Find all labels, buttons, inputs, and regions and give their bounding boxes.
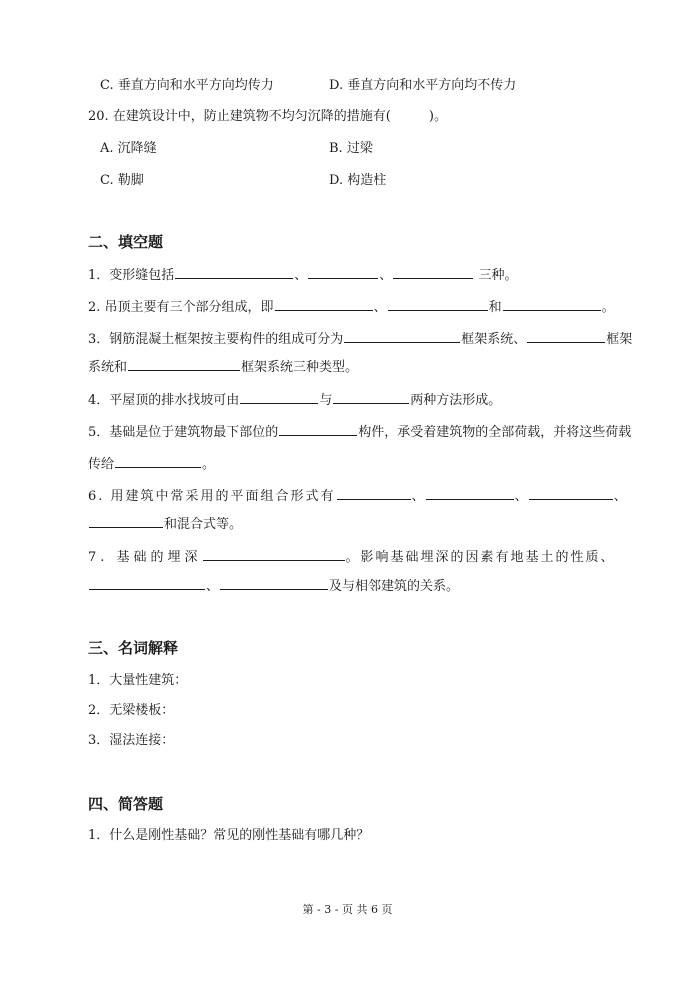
fill-q2-text: 2. 吊顶主要有三个部分组成，即 (88, 300, 274, 315)
fill-q6-line2 (88, 514, 242, 534)
short-answer-item: 1．什么是刚性基础？常见的刚性基础有哪几种？ (88, 828, 370, 843)
blank (115, 454, 201, 468)
q19-option-d: D. 垂直方向和水平方向均不传力 (329, 78, 517, 93)
fill-q5-text-c: 传给 (88, 457, 115, 472)
blank (220, 576, 328, 590)
blank (426, 486, 514, 500)
fill-q3-text-e: 框架系统三种类型。 (241, 360, 359, 375)
fill-q5-text-b: 构件，承受着建筑物的全部荷载，并将这些荷载 (358, 425, 632, 440)
fill-q6-end: 和混合式等。 (164, 517, 243, 532)
fill-q1 (88, 265, 517, 285)
term-item: 3．湿法连接： (88, 733, 175, 748)
fill-q3-text-c: 框架 (606, 332, 633, 347)
fill-q3-text-b: 框架系统、 (461, 332, 527, 347)
separator: 、 (294, 268, 308, 283)
fill-q7-line2 (88, 576, 459, 596)
blank (240, 390, 318, 404)
q20-option-d: D. 构造柱 (329, 173, 387, 188)
page-footer: 第 - 3 - 页 共 6 页 (302, 903, 393, 916)
blank (128, 357, 240, 371)
blank (527, 329, 605, 343)
fill-q7-text: 7. 基础的埋深 (88, 550, 202, 565)
fill-q5-line2 (88, 454, 215, 474)
fill-q4 (88, 390, 501, 410)
fill-q5-text: 5．基础是位于建筑物最下部位的 (88, 425, 279, 440)
fill-q5-text-d: 。 (202, 457, 216, 472)
fill-q3-text-d: 系统和 (88, 360, 128, 375)
fill-q5-line1 (88, 422, 631, 442)
q19-option-c: C. 垂直方向和水平方向均传力 (100, 78, 274, 93)
blank (393, 265, 473, 279)
section-short-answer-heading: 四、简答题 (88, 795, 164, 813)
fill-q2 (88, 297, 615, 317)
blank (175, 265, 293, 279)
blank (275, 297, 373, 311)
fill-q4-text-c: 两种方法形成。 (410, 393, 502, 408)
fill-q6-text: 6. 用建筑中常采用的平面组合形式有 (88, 489, 336, 504)
q20-stem (88, 108, 447, 126)
fill-q3-line1 (88, 329, 632, 349)
conjunction: 和 (488, 300, 502, 315)
blank (388, 297, 488, 311)
fill-q1-text: 1．变形缝包括 (88, 268, 175, 283)
separator: 、 (411, 489, 425, 504)
q20-stem-text: 20. 在建筑设计中，防止建筑物不均匀沉降的措施有( (88, 109, 391, 124)
fill-q7-end: 及与相邻建筑的关系。 (329, 579, 460, 594)
fill-q4-text-b: 与 (319, 393, 333, 408)
section-fill-in-heading: 二、填空题 (88, 233, 164, 251)
term-item: 2．无梁楼板： (88, 703, 175, 718)
blank (203, 547, 345, 561)
separator: 、 (514, 489, 528, 504)
fill-q7-text-b: 。影响基础埋深的因素有地基土的性质、 (345, 550, 616, 565)
blank (344, 329, 460, 343)
q20-stem-end: )。 (428, 109, 447, 124)
fill-q3-text: 3．钢筋混凝土框架按主要构件的组成可分为 (88, 332, 344, 347)
section-terms-heading: 三、名词解释 (88, 639, 179, 657)
blank (529, 486, 613, 500)
fill-q4-text: 4．平屋顶的排水找坡可由 (88, 393, 240, 408)
fill-q7-line1 (88, 547, 616, 567)
q20-option-c: C. 勒脚 (100, 173, 144, 188)
fill-q1-end: 三种。 (474, 268, 518, 283)
blank (308, 265, 378, 279)
fill-q2-end: 。 (601, 300, 615, 315)
q20-option-a: A. 沉降缝 (100, 141, 157, 156)
blank (333, 390, 409, 404)
blank (279, 422, 357, 436)
q20-option-b: B. 过梁 (329, 141, 373, 156)
blank (89, 576, 205, 590)
blank (337, 486, 411, 500)
separator: 、 (379, 268, 393, 283)
separator: 、 (613, 489, 627, 504)
fill-q6-line1 (88, 486, 627, 506)
term-item: 1．大量性建筑： (88, 673, 188, 688)
fill-q3-line2 (88, 357, 358, 377)
separator: 、 (206, 579, 220, 594)
blank (503, 297, 601, 311)
separator: 、 (373, 300, 387, 315)
blank (89, 514, 163, 528)
